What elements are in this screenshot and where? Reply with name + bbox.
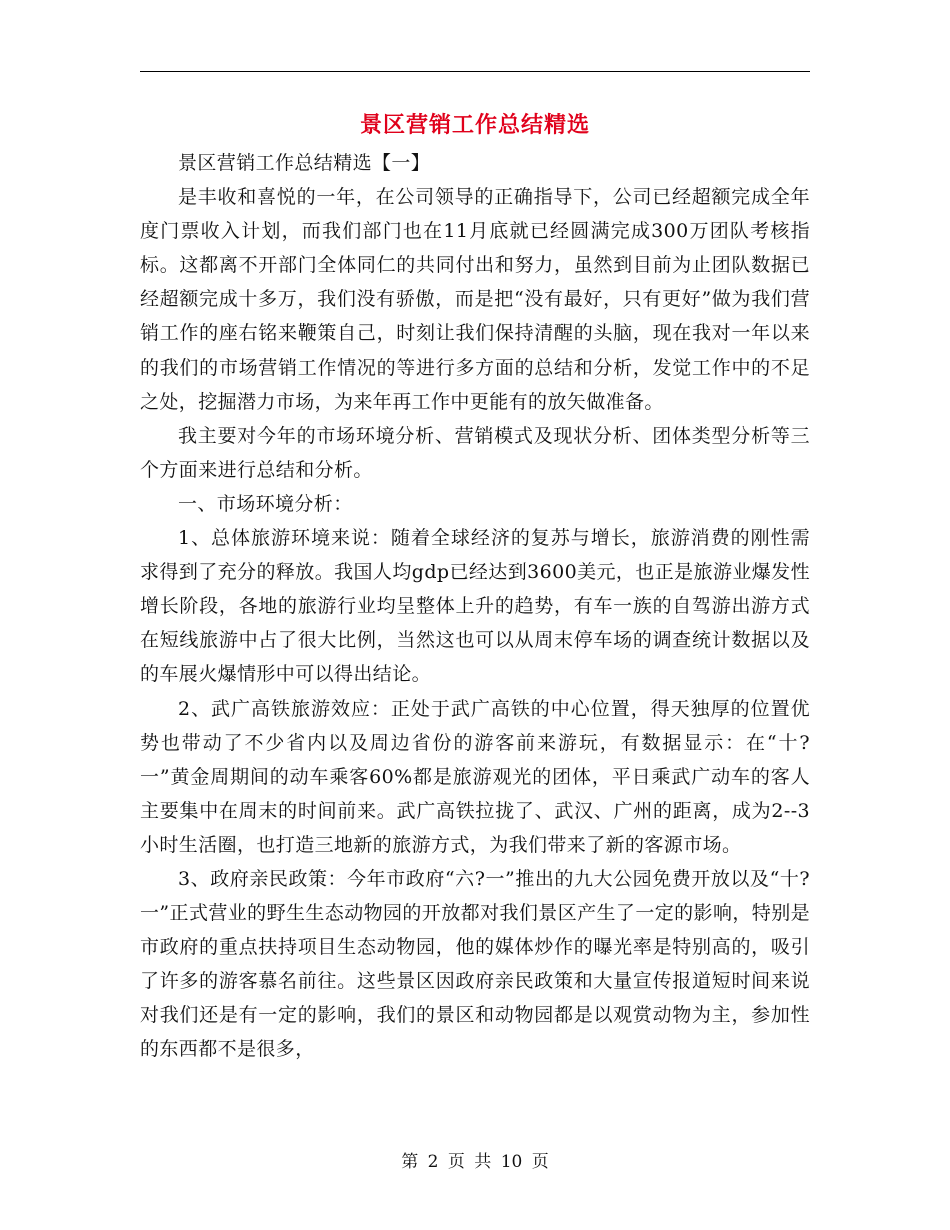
paragraph-intro: 是丰收和喜悦的一年，在公司领导的正确指导下，公司已经超额完成全年度门票收入计划，而我们部门也在11月底就已经圆满完成300万团队考核指标。这都离不开部门全体同仁的共同付出和努力，虽然到目前为止团队数据已经超额完成十多万，我们没有骄傲，而是把“没有最好，只有更好”做为我们营销工作的座右铭来鞭策自己，时刻让我们保持清醒的头脑，现在我对一年以来的我们的市场营销工作情况的等进行多方面的总结和分析，发觉工作中的不足之处，挖掘潜力市场，为来年再工作中更能有的放矢做准备。 xyxy=(140,186,810,413)
paragraph-item-2: 2、武广高铁旅游效应：正处于武广高铁的中心位置，得天独厚的位置优势也带动了不少省内以及周边省份的游客前来游玩，有数据显示：在“十?一”黄金周期间的动车乘客60%都是旅游观光的团体，平日乘武广动车的客人主要集中在周末的时间前来。武广高铁拉拢了、武汉、广州的距离，成为2--3小时生活圈，也打造三地新的旅游方式，为我们带来了新的客源市场。 xyxy=(140,697,810,856)
page-footer xyxy=(140,1150,810,1174)
paragraph-market-heading: 一、市场环境分析： xyxy=(178,492,353,515)
footer-current-page: 2 xyxy=(427,1152,439,1172)
footer-total-pages: 10 xyxy=(500,1152,523,1172)
footer-page-word: 页 xyxy=(447,1152,465,1172)
paragraph-item-1: 1、总体旅游环境来说：随着全球经济的复苏与增长，旅游消费的刚性需求得到了充分的释放。我国人均gdp已经达到3600美元，也正是旅游业爆发性增长阶段，各地的旅游行业均呈整体上升的趋势，有车一族的自驾游出游方式在短线旅游中占了很大比例，当然这也可以从周末停车场的调查统计数据以及的车展火爆情形中可以得出结论。 xyxy=(140,527,810,686)
paragraph-section-heading: 景区营销工作总结精选【一】 xyxy=(178,152,431,174)
footer-total-prefix: 共 xyxy=(474,1152,492,1172)
document-title: 景区营销工作总结精选 xyxy=(359,113,590,138)
document-body xyxy=(140,146,810,1067)
header-rule xyxy=(140,71,810,72)
footer-total-suffix: 页 xyxy=(531,1152,549,1172)
paragraph-item-3: 3、政府亲民政策：今年市政府“六?一”推出的九大公园免费开放以及“十?一”正式营业的野生生态动物园的开放都对我们景区产生了一定的影响，特别是市政府的重点扶持项目生态动物园，他的媒体炒作的曝光率是特别高的，吸引了许多的游客慕名前往。这些景区因政府亲民政策和大量宣传报道短时间来说对我们还是有一定的影响，我们的景区和动物园都是以观赏动物为主，参加性的东西都不是很多， xyxy=(140,867,810,1061)
footer-prefix: 第 xyxy=(401,1152,419,1172)
paragraph-overview: 我主要对今年的市场环境分析、营销模式及现状分析、团体类型分析等三个方面来进行总结和分析。 xyxy=(140,424,810,481)
